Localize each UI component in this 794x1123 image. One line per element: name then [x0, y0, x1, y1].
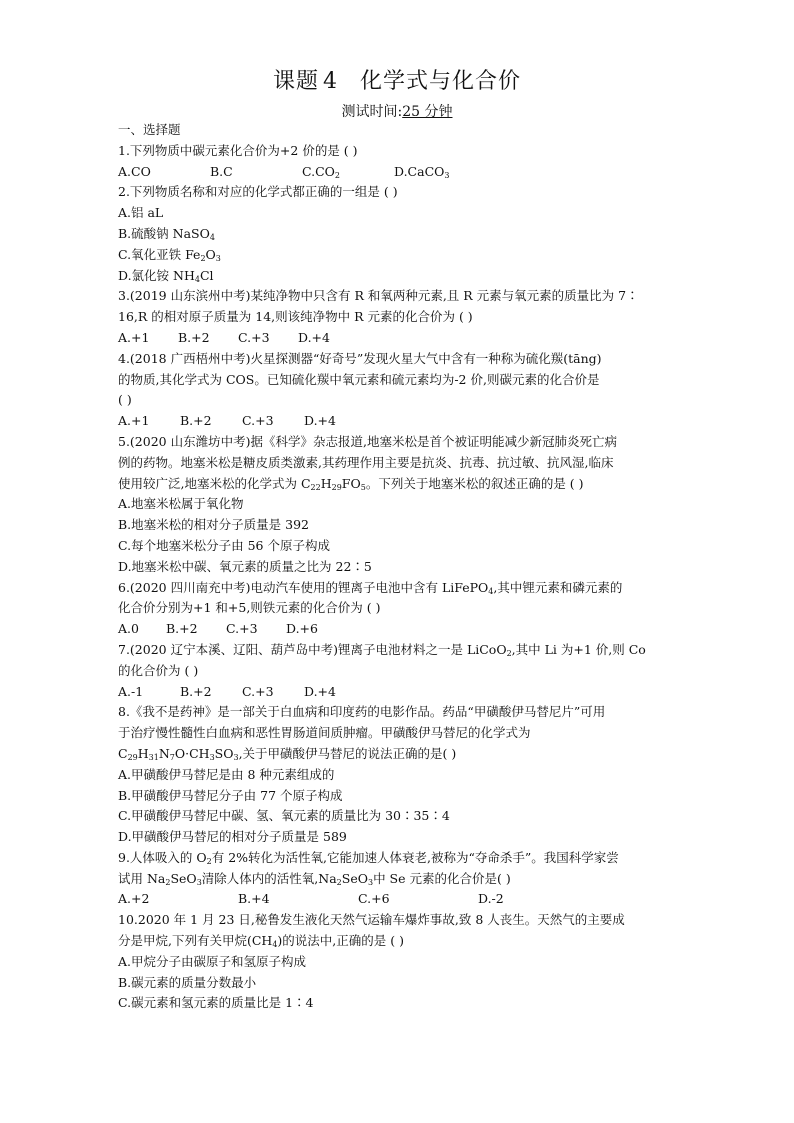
q7-option-a: A.-1 [118, 683, 144, 699]
section-heading: 一、选择题 [118, 122, 181, 137]
q8-option-b: B.甲磺酸伊马替尼分子由 77 个原子构成 [118, 787, 343, 803]
q5-stem-line3: 使用较广泛,地塞米松的化学式为 $C_{22}H_{29}FO_5$。下列关于地塞米松的叙述正确的是 ( ) [118, 475, 584, 492]
q2-option-a: A.铝 aL [118, 205, 164, 221]
q6-stem-line1: 6.(2020 四川南充中考)电动汽车使用的锂离子电池中含有 LiFePO$_4$,其中锂元素和磷元素的 [118, 579, 623, 596]
q5-option-a: A.地塞米松属于氧化物 [118, 496, 244, 512]
q8-option-d: D.甲磺酸伊马替尼的相对分子质量是 589 [118, 829, 347, 845]
q5-stem-line1: 5.(2020 山东潍坊中考)据《科学》杂志报道,地塞米松是首个被证明能减少新冠肺炎死亡病 [118, 433, 617, 449]
q6-option-b: B.+2 [166, 621, 198, 637]
q7-option-d: D.+4 [304, 683, 336, 699]
q4-stem-line2: 的物质,其化学式为 COS。已知硫化羰中氧元素和硫元素均为-2 价,则碳元素的化合价是 [118, 371, 600, 387]
q3-stem-line1: 3.(2019 山东滨州中考)某纯净物中只含有 R 和氧两种元素,且 R 元素与氧元素的质量比为 7∶ [118, 288, 639, 304]
q1-option-c: $C.CO_2$ [302, 163, 340, 180]
q6-option-c: C.+3 [226, 621, 258, 637]
q4-option-a: A.+1 [118, 413, 150, 429]
q2-option-c: C.氧化亚铁 $Fe_2O_3$ [118, 246, 221, 263]
q9-option-c: C.+6 [358, 891, 390, 907]
q6-option-a: A.0 [118, 621, 139, 637]
q2-option-d: D.氯化铵 $NH_4Cl$ [118, 267, 214, 284]
q1-option-d: D.CaCO$_3$ [394, 163, 450, 180]
title-main: 化学式与化合价 [360, 69, 522, 94]
q6-option-d: D.+6 [286, 621, 318, 637]
q8-stem-line2: 于治疗慢性髓性白血病和恶性胃肠道间质肿瘤。甲磺酸伊马替尼的化学式为 [118, 725, 531, 741]
q8-option-a: A.甲磺酸伊马替尼是由 8 种元素组成的 [118, 766, 335, 782]
q7-option-c: C.+3 [242, 683, 274, 699]
q1-stem: 1.下列物质中碳元素化合价为+2 价的是 ( ) [118, 142, 358, 158]
q3-option-c: C.+3 [238, 329, 270, 345]
q1-option-b: B.C [210, 163, 233, 179]
q9-option-d: D.-2 [478, 891, 504, 907]
title-number: 4 [323, 69, 338, 94]
q10-stem-line1: 10.2020 年 1 月 23 日,秘鲁发生液化天然气运输车爆炸事故,致 8 人丧生。天然气的主要成 [118, 912, 625, 928]
q4-stem-line3: ( ) [118, 392, 132, 408]
time-value: 25 分钟 [402, 104, 453, 120]
q3-options [118, 328, 678, 349]
q3-option-d: D.+4 [298, 329, 330, 345]
q10-option-a: A.甲烷分子由碳原子和氢原子构成 [118, 953, 307, 969]
q5-stem-line2: 例的药物。地塞米松是糖皮质类激素,其药理作用主要是抗炎、抗毒、抗过敏、抗风湿,临床 [118, 454, 614, 470]
q5-option-c: C.每个地塞米松分子由 56 个原子构成 [118, 537, 330, 553]
q1-options [118, 162, 678, 183]
q8-option-c: C.甲磺酸伊马替尼中碳、氢、氧元素的质量比为 30∶35∶4 [118, 808, 450, 824]
q5-option-d: D.地塞米松中碳、氧元素的质量之比为 22∶5 [118, 558, 372, 574]
q10-option-b: B.碳元素的质量分数最小 [118, 974, 257, 990]
q10-stem-line2: 分是甲烷,下列有关甲烷$(CH_4)$的说法中,正确的是 ( ) [118, 933, 404, 950]
q4-option-c: C.+3 [242, 413, 274, 429]
q7-options [118, 682, 678, 703]
title-prefix: 课题 [272, 69, 319, 94]
q7-option-b: B.+2 [180, 683, 212, 699]
q7-stem-line2: 的化合价为 ( ) [118, 662, 199, 678]
q4-stem-line1: 4.(2018 广西梧州中考)火星探测器“好奇号”发现火星大气中含有一种称为硫化羰(tāng) [118, 350, 602, 366]
q5-option-b: B.地塞米松的相对分子质量是 392 [118, 517, 309, 533]
q1-option-a: A.CO [118, 163, 151, 179]
q4-option-b: B.+2 [180, 413, 212, 429]
test-time [0, 101, 794, 121]
q9-options [118, 889, 678, 910]
question-list [118, 120, 678, 1014]
q7-stem-line1: 7.(2020 辽宁本溪、辽阳、葫芦岛中考)锂离子电池材料之一是 LiCoO$_2$,其中 Li 为+1 价,则 Co [118, 641, 646, 658]
time-label: 测试时间: [341, 104, 403, 120]
q10-option-c: C.碳元素和氢元素的质量比是 1∶4 [118, 995, 314, 1011]
q4-option-d: D.+4 [304, 413, 336, 429]
q3-stem-line2: 16,R 的相对原子质量为 14,则该纯净物中 R 元素的化合价为 ( ) [118, 309, 473, 325]
q6-options [118, 619, 678, 640]
q9-option-a: A.+2 [118, 891, 150, 907]
page-title [0, 64, 794, 95]
q9-option-b: B.+4 [238, 891, 270, 907]
q8-stem-line3: $C_{29}H_{31}N_7O\cdot CH_3SO_3$,关于甲磺酸伊马替尼的说法正确的是( ) [118, 745, 457, 762]
q2-stem: 2.下列物质名称和对应的化学式都正确的一组是 ( ) [118, 184, 398, 200]
q3-option-a: A.+1 [118, 329, 150, 345]
q9-stem-line1: 9.人体吸入的 $O_2$有 2%转化为活性氧,它能加速人体衰老,被称为“夺命杀手”。我国科学家尝 [118, 849, 619, 866]
q9-stem-line2: 试用 $Na_2SeO_3$清除人体内的活性氧$,Na_2SeO_3$中 Se 元素的化合价是( ) [118, 870, 511, 887]
q3-option-b: B.+2 [178, 329, 210, 345]
q4-options [118, 411, 678, 432]
q2-option-b: B.硫酸钠 NaSO$_4$ [118, 225, 215, 242]
q8-stem-line1: 8.《我不是药神》是一部关于白血病和印度药的电影作品。药品“甲磺酸伊马替尼片”可用 [118, 704, 606, 720]
q6-stem-line2: 化合价分别为+1 和+5,则铁元素的化合价为 ( ) [118, 600, 381, 616]
